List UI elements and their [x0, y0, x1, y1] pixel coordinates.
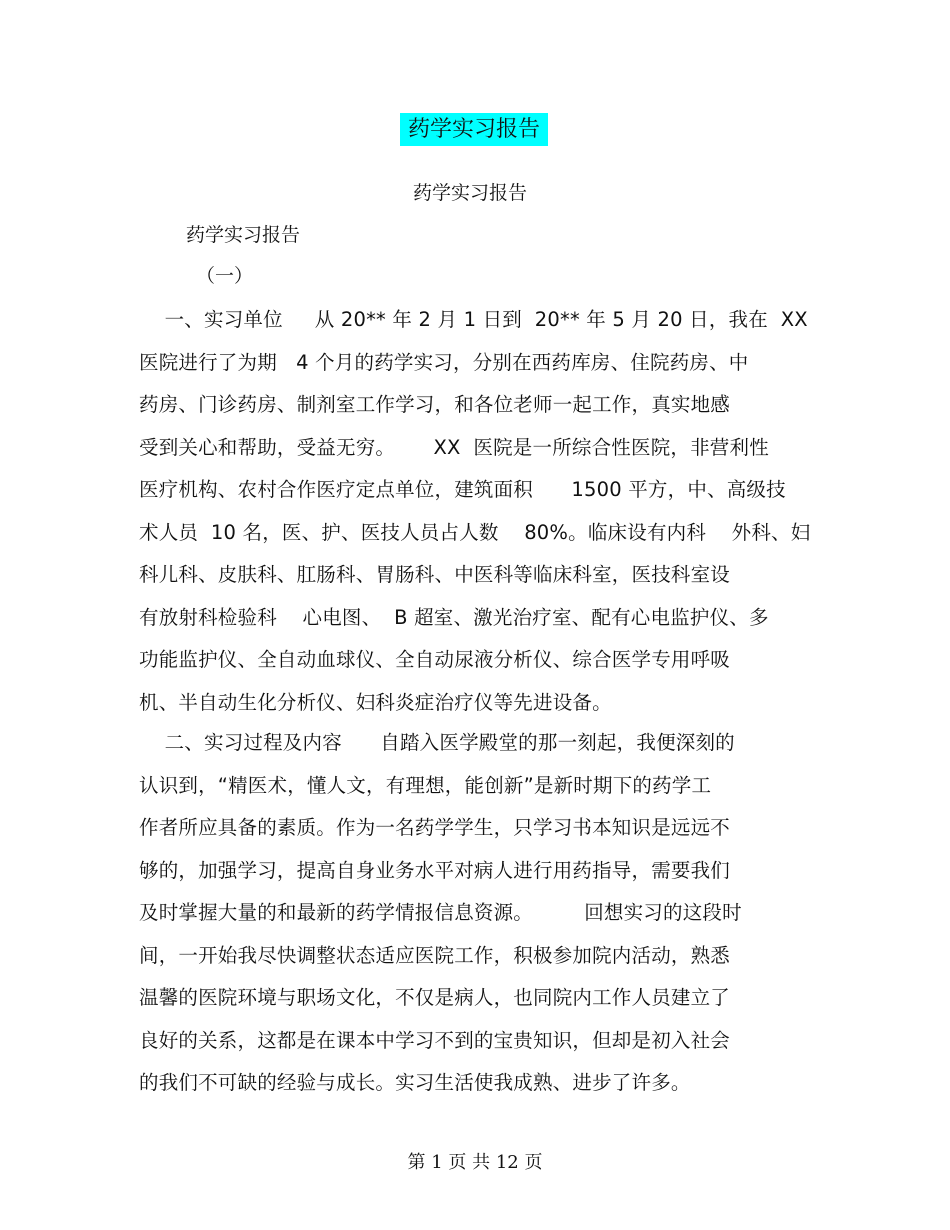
text-line: 药房、门诊药房、制剂室工作学习，和各位老师一起工作，真实地感 — [139, 393, 731, 416]
text-line: 医院进行了为期 4 个月的药学实习，分别在西药库房、住院药房、中 — [139, 350, 749, 374]
text-line: 够的，加强学习，提高自身业务水平对病人进行用药指导，需要我们 — [139, 858, 731, 882]
text-line: 良好的关系，这都是在课本中学习不到的宝贵知识，但却是初入社会 — [139, 1028, 731, 1052]
page-footer: 第 1 页 共 12 页 — [407, 1152, 543, 1173]
text-line: 间，一开始我尽快调整状态适应医院工作，积极参加院内活动，熟悉 — [139, 943, 731, 967]
text-line: 认识到，“精医术，懂人文，有理想，能创新”是新时期下的药学工 — [139, 773, 712, 797]
text-line: 及时掌握大量的和最新的药学情报信息资源。 回想实习的这段时 — [139, 901, 742, 924]
text-line: 有放射科检验科 心电图、 B 超室、激光治疗室、配有心电监护仪、多 — [139, 605, 769, 629]
section-heading: 药学实习报告 — [186, 224, 301, 246]
text-line: 科儿科、皮肤科、肛肠科、胃肠科、中医科等临床科室，医技科室设 — [139, 563, 731, 586]
text-line: 二、实习过程及内容 自踏入医学殿堂的那一刻起，我便深刻的 — [139, 731, 735, 754]
text-line: 医疗机构、农村合作医疗定点单位，建筑面积 1500 平方，中、高级技 — [139, 478, 786, 501]
text-line: 术人员 10 名，医、护、医技人员占人数 80%。临床设有内科 外科、妇 — [139, 520, 811, 544]
text-line: 功能监护仪、全自动血球仪、全自动尿液分析仪、综合医学专用呼吸 — [139, 648, 731, 671]
text-line: 的我们不可缺的经验与成长。实习生活使我成熟、进步了许多。 — [139, 1071, 691, 1094]
text-line: 作者所应具备的素质。作为一名药学学生，只学习书本知识是远远不 — [139, 816, 731, 839]
text-line: 一、实习单位 从 20** 年 2 月 1 日到 20** 年 5 月 20 日，我在 XX — [139, 308, 808, 331]
text-line: 温馨的医院环境与职场文化，不仅是病人，也同院内工作人员建立了 — [139, 986, 731, 1009]
part-label: （一） — [196, 265, 254, 287]
text-line: 机、半自动生化分析仪、妇科炎症治疗仪等先进设备。 — [139, 690, 612, 714]
document-subtitle: 药学实习报告 — [412, 182, 527, 204]
paragraph-internship-process — [139, 722, 819, 1105]
highlighted-title: 药学实习报告 — [400, 113, 548, 146]
text-line: 受到关心和帮助，受益无穷。 XX 医院是一所综合性医院，非营利性 — [139, 435, 769, 459]
paragraph-internship-unit — [139, 299, 819, 724]
